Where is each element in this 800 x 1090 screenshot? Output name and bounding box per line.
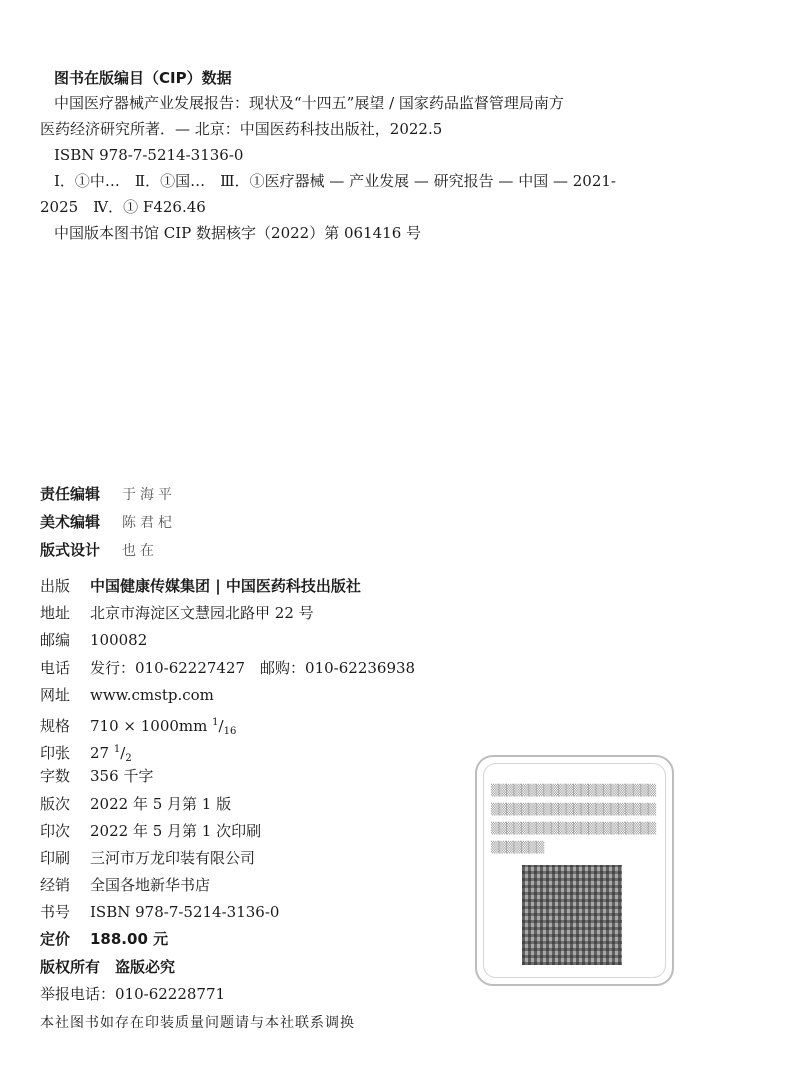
cip-classification-line-1: Ⅰ．①中… Ⅱ．①国… Ⅲ．①医疗器械 — 产业发展 — 研究报告 — 中国 — 2021-	[54, 172, 616, 190]
postcode-row	[40, 627, 415, 654]
word-count-value: 356 千字	[90, 767, 154, 786]
layout-designer-name: 也在	[122, 543, 158, 559]
price-value: 188.00 元	[90, 930, 169, 949]
report-phone: 举报电话：010-62228771	[40, 984, 226, 1003]
publisher-value: 中国健康传媒集团 | 中国医药科技出版社	[90, 577, 361, 595]
sheets-fraction-numerator: 1	[113, 744, 121, 756]
postcode-value: 100082	[90, 631, 148, 650]
website-row	[40, 682, 415, 709]
cip-heading: 图书在版编目（CIP）数据	[54, 69, 232, 87]
format-label: 规格	[40, 716, 71, 735]
distributor-label: 经销	[40, 876, 71, 895]
qr-code-icon	[522, 865, 622, 965]
copyright-notice: 版权所有 盗版必究	[40, 957, 176, 976]
art-editor-label: 美术编辑	[40, 513, 101, 531]
phone-row	[40, 655, 415, 682]
printing-value: 2022 年 5 月第 1 次印刷	[90, 821, 262, 840]
book-number-row	[40, 899, 415, 926]
editor-row	[40, 480, 176, 508]
printer-row	[40, 845, 415, 872]
phone-value: 发行：010-62227427 邮购：010-62236938	[90, 658, 416, 677]
publication-info	[40, 573, 415, 1008]
format-fraction-numerator: 1	[212, 716, 219, 728]
editor-label: 责任编辑	[40, 485, 101, 503]
publisher-label: 出版	[40, 577, 71, 595]
art-editor-name: 陈君杞	[122, 515, 176, 531]
publisher-row	[40, 573, 415, 600]
address-row	[40, 600, 415, 627]
printing-label: 印次	[40, 821, 71, 840]
book-number-label: 书号	[40, 903, 71, 922]
cip-isbn: ISBN 978-7-5214-3136-0	[54, 146, 244, 164]
layout-design-label: 版式设计	[40, 541, 101, 559]
edition-row	[40, 791, 415, 818]
cip-title-line-1: 中国医疗器械产业发展报告：现状及“十四五”展望 / 国家药品监督管理局南方	[54, 94, 564, 112]
website-label: 网址	[40, 685, 71, 704]
price-label: 定价	[40, 930, 71, 949]
edition-value: 2022 年 5 月第 1 版	[90, 794, 232, 813]
address-value: 北京市海淀区文慧园北路甲 22 号	[90, 604, 314, 623]
cip-data-block	[40, 66, 740, 246]
price-row	[40, 926, 415, 953]
layout-design-row	[40, 536, 176, 564]
anti-counterfeit-sticker	[475, 755, 674, 986]
postcode-label: 邮编	[40, 631, 71, 650]
editor-name: 于海平	[122, 487, 176, 503]
cip-number: 中国版本图书馆 CIP 数据核字（2022）第 061416 号	[54, 224, 422, 242]
printer-value: 三河市万龙印装有限公司	[90, 848, 256, 867]
cip-classification-line-2: 2025 Ⅳ．① F426.46	[40, 198, 206, 216]
format-row: 规格 710 × 1000mm $^1/_{16}$	[40, 709, 415, 736]
art-editor-row	[40, 508, 176, 536]
sheets-value: 27	[90, 744, 110, 763]
phone-label: 电话	[40, 658, 71, 677]
distributor-row	[40, 872, 415, 899]
sticker-blurred-text: ▒▒▒▒▒▒▒▒▒▒▒▒▒▒▒▒▒▒▒▒▒▒▒▒▒▒▒▒▒▒▒▒▒▒▒▒▒▒▒▒▒▒▒▒▒▒▒▒▒▒▒▒▒▒▒▒▒▒▒▒▒▒▒▒▒▒▒▒▒▒▒▒▒	[491, 784, 656, 854]
staff-credits	[40, 480, 176, 564]
format-value: 710 × 1000mm	[90, 716, 208, 735]
website-value: www.cmstp.com	[90, 685, 214, 704]
format-fraction-denominator: 16	[223, 725, 237, 737]
printer-label: 印刷	[40, 848, 71, 867]
book-number-value: ISBN 978-7-5214-3136-0	[90, 903, 280, 922]
cip-title-line-2: 医药经济研究所著．— 北京：中国医药科技出版社，2022.5	[40, 120, 443, 138]
distributor-value: 全国各地新华书店	[90, 876, 211, 895]
sheets-label: 印张	[40, 744, 71, 763]
address-label: 地址	[40, 604, 71, 623]
sheets-row: 印张 27 $^1/_2$	[40, 736, 415, 763]
word-count-row	[40, 763, 415, 790]
sheets-fraction-denominator: 2	[125, 753, 132, 765]
quality-notice: 本社图书如存在印装质量问题请与本社联系调换	[40, 1015, 355, 1031]
word-count-label: 字数	[40, 767, 71, 786]
printing-row	[40, 818, 415, 845]
edition-label: 版次	[40, 794, 71, 813]
